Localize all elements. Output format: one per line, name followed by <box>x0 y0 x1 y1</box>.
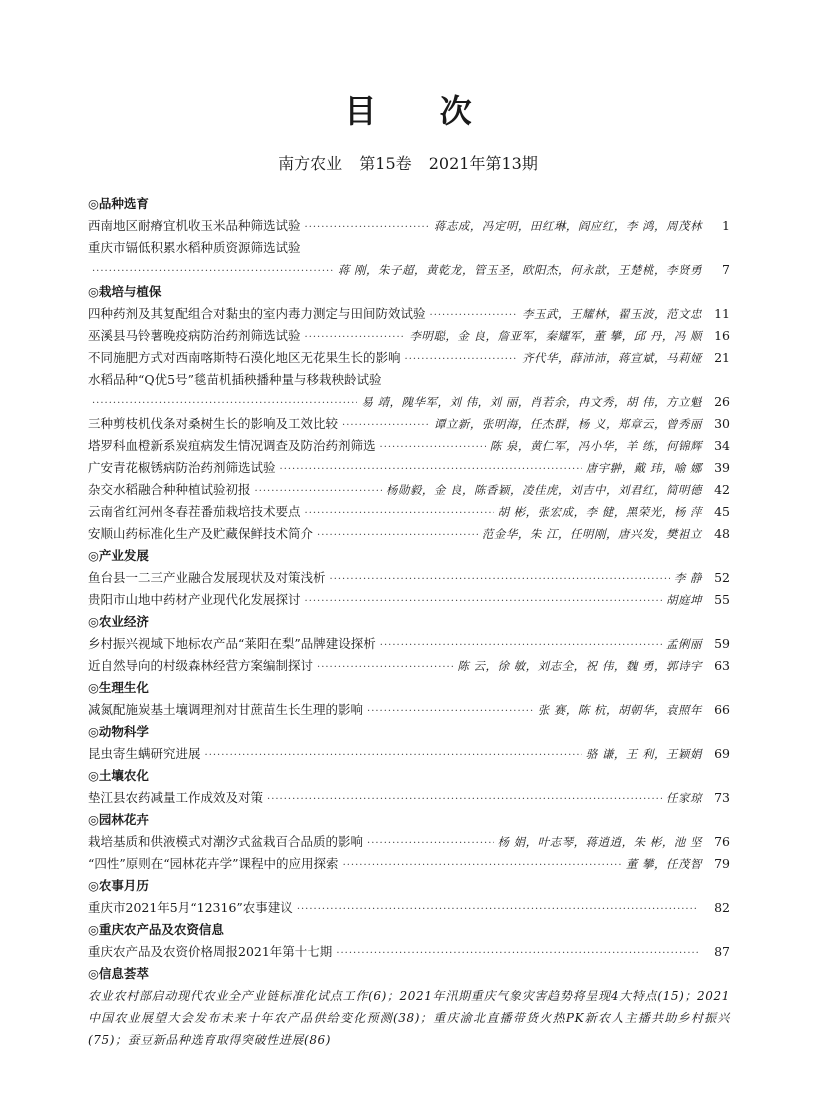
page-number: 26 <box>714 394 730 409</box>
toc-entry[interactable] <box>88 523 730 545</box>
article-title: 杂交水稻融合种种植试验初报 <box>88 482 251 497</box>
section-heading: ◎生理生化 <box>88 680 149 695</box>
section-heading: ◎动物科学 <box>88 724 149 739</box>
toc-entry[interactable] <box>88 391 730 413</box>
dot-leader <box>317 525 478 547</box>
toc-entry[interactable] <box>88 435 730 457</box>
page-number: 34 <box>714 438 730 453</box>
article-title: 塔罗科血橙新系炭疽病发生情况调查及防治药剂筛选 <box>88 438 376 453</box>
toc-entry[interactable] <box>88 567 730 589</box>
page-number: 55 <box>714 592 730 607</box>
article-title: 昆虫寄生螨研究进展 <box>88 746 201 761</box>
toc-entry[interactable] <box>88 259 730 281</box>
dot-leader <box>367 701 534 723</box>
page-title: 目 次 <box>344 92 498 130</box>
toc-entry[interactable] <box>88 215 730 237</box>
page-number: 39 <box>714 460 730 475</box>
toc-entry[interactable] <box>88 633 730 655</box>
article-title: “四性”原则在“园林花卉学”课程中的应用探索 <box>88 856 339 871</box>
page-number: 73 <box>714 790 730 805</box>
article-title: 云南省红河州冬春茬番茄栽培技术要点 <box>88 504 301 519</box>
article-authors: 易 靖，隗华军，刘 伟，刘 丽，肖若余，冉文秀，胡 伟，方立魁 <box>361 395 702 409</box>
article-title[interactable]: 水稻品种“Q优5号”毯苗机插秧播种量与移栽秧龄试验 <box>88 372 382 387</box>
article-title: 不同施肥方式对西南喀斯特石漠化地区无花果生长的影响 <box>88 350 401 365</box>
toc-entry[interactable] <box>88 589 730 611</box>
article-title: 广安青花椒锈病防治药剂筛选试验 <box>88 460 276 475</box>
toc-entry[interactable] <box>88 831 730 853</box>
page-number: 79 <box>714 856 730 871</box>
volume-label: 第15卷 <box>359 154 412 173</box>
article-title: 巫溪县马铃薯晚疫病防治药剂筛选试验 <box>88 328 301 343</box>
section-heading: ◎农业经济 <box>88 614 149 629</box>
article-authors: 胡庭坤 <box>666 593 702 607</box>
dot-leader <box>342 415 430 437</box>
dot-leader <box>380 437 486 459</box>
article-authors: 李玉武，王耀林，翟玉波，范文忠 <box>522 307 702 321</box>
article-authors: 孟俐丽 <box>666 637 702 651</box>
article-title: 重庆农产品及农资价格周报2021年第十七期 <box>88 944 333 959</box>
page-number: 63 <box>714 658 730 673</box>
toc-entry[interactable] <box>88 655 730 677</box>
toc-entry[interactable] <box>88 897 730 919</box>
page-number: 1 <box>722 218 730 233</box>
table-of-contents <box>88 193 730 1051</box>
article-title: 垫江县农药减量工作成效及对策 <box>88 790 264 805</box>
section-heading: ◎重庆农产品及农资信息 <box>88 922 224 937</box>
page-number: 52 <box>714 570 730 585</box>
article-authors: 蒋 刚，朱子超，黄乾龙，管玉圣，欧阳杰，何永歆，王楚桃，李贤勇 <box>337 263 702 277</box>
article-authors: 蒋志成，冯定明，田红琳，阎应红，李 鸿，周茂林 <box>433 219 702 233</box>
section-heading: ◎园林花卉 <box>88 812 149 827</box>
dot-leader <box>343 855 622 877</box>
toc-entry[interactable] <box>88 699 730 721</box>
dot-leader <box>305 217 430 239</box>
article-authors: 杨勋毅，金 良，陈香颖，凌佳虎，刘吉中，刘君红，简明德 <box>385 483 702 497</box>
article-title[interactable]: 重庆市镉低积累水稻种质资源筛选试验 <box>88 240 301 255</box>
article-authors: 骆 谦，王 利，王颖娟 <box>585 747 702 761</box>
dot-leader <box>92 261 334 283</box>
dot-leader <box>267 789 662 811</box>
dot-leader <box>380 635 662 657</box>
article-authors: 胡 彬，张宏成，李 健，黑荣光，杨 萍 <box>497 505 702 519</box>
dot-leader <box>305 503 494 525</box>
article-title: 重庆市2021年5月“12316”农事建议 <box>88 900 293 915</box>
article-title: 近自然导向的村级森林经营方案编制探讨 <box>88 658 314 673</box>
section-heading: ◎农事月历 <box>88 878 149 893</box>
page-number: 48 <box>714 526 730 541</box>
toc-entry[interactable] <box>88 303 730 325</box>
article-authors: 李明聪，金 良，詹亚军，秦耀军，董 攀，邱 丹，冯 顺 <box>409 329 702 343</box>
article-authors: 齐代华，薛沛沛，蒋宣斌，马莉娅 <box>522 351 702 365</box>
toc-entry[interactable] <box>88 479 730 501</box>
page-number: 21 <box>714 350 730 365</box>
dot-leader <box>317 657 453 679</box>
toc-entry[interactable] <box>88 347 730 369</box>
news-digest-text: 农业农村部启动现代农业全产业链标准化试点工作(6)；2021年汛期重庆气象灾害趋势将呈现4大特点(15)；2021中国农业展望大会发布未来十年农产品供给变化预测(38)；重庆渝北直播带货火热PK新农人主播共助乡村振兴(75)；蚕豆新品种选育取得突破性进展(86) <box>88 989 730 1047</box>
article-authors: 陈 云，徐 敏，刘志全，祝 伟，魏 勇，郭诗宇 <box>457 659 702 673</box>
dot-leader <box>255 481 382 503</box>
article-title: 栽培基质和供液模式对潮汐式盆栽百合品质的影响 <box>88 834 364 849</box>
page-number: 76 <box>714 834 730 849</box>
page-number: 66 <box>714 702 730 717</box>
page-number: 45 <box>714 504 730 519</box>
section-heading: ◎品种选育 <box>88 196 149 211</box>
dot-leader <box>92 393 357 415</box>
article-authors: 杨 娟，叶志琴，蒋逍逍，朱 彬，池 坚 <box>497 835 702 849</box>
article-authors: 范金华，朱 江，任明刚，唐兴发，樊祖立 <box>481 527 702 541</box>
article-authors: 任家琼 <box>666 791 702 805</box>
article-title: 西南地区耐瘠宜机收玉米品种筛选试验 <box>88 218 301 233</box>
page-number: 7 <box>722 262 730 277</box>
article-authors: 李 静 <box>673 571 702 585</box>
section-heading: ◎信息荟萃 <box>88 966 149 981</box>
article-title: 三种剪枝机伐条对桑树生长的影响及工效比较 <box>88 416 339 431</box>
article-authors: 谭立新，张明海，任杰群，杨 义，郑章云，曾秀丽 <box>433 417 702 431</box>
dot-leader <box>405 349 518 371</box>
article-title: 乡村振兴视域下地标农产品“莱阳在梨”品牌建设探析 <box>88 636 376 651</box>
article-title: 贵阳市山地中药材产业现代化发展探讨 <box>88 592 301 607</box>
section-heading: ◎栽培与植保 <box>88 284 162 299</box>
article-title: 鱼台县一二三产业融合发展现状及对策浅析 <box>88 570 326 585</box>
journal-name: 南方农业 <box>278 154 343 173</box>
toc-entry[interactable] <box>88 501 730 523</box>
page-number: 59 <box>714 636 730 651</box>
page-number: 16 <box>714 328 730 343</box>
article-title: 减氮配施炭基土壤调理剂对甘蔗苗生长生理的影响 <box>88 702 364 717</box>
page-number: 11 <box>714 306 730 321</box>
dot-leader <box>305 591 662 613</box>
page-number: 87 <box>714 944 730 959</box>
toc-entry[interactable] <box>88 787 730 809</box>
article-authors: 陈 泉，黄仁军，冯小华，羊 练，何锦辉 <box>489 439 702 453</box>
dot-leader <box>336 943 698 965</box>
toc-entry[interactable] <box>88 853 730 875</box>
dot-leader <box>430 305 518 327</box>
journal-issue-line <box>0 151 816 174</box>
toc-entry[interactable] <box>88 413 730 435</box>
dot-leader <box>305 327 406 349</box>
article-authors: 董 攀，任茂智 <box>625 857 702 871</box>
page-number: 69 <box>714 746 730 761</box>
page-number: 30 <box>714 416 730 431</box>
dot-leader <box>330 569 670 591</box>
issue-label: 2021年第13期 <box>428 154 538 173</box>
section-heading: ◎产业发展 <box>88 548 149 563</box>
toc-entry[interactable] <box>88 941 730 963</box>
toc-entry[interactable] <box>88 743 730 765</box>
page-number: 82 <box>714 900 730 915</box>
section-heading: ◎土壤农化 <box>88 768 149 783</box>
dot-leader <box>367 833 494 855</box>
article-authors: 张 赛，陈 杭，胡朝华，袁照年 <box>537 703 702 717</box>
dot-leader <box>205 745 582 767</box>
dot-leader <box>297 899 698 921</box>
article-authors: 唐宇翀，戴 玮，喻 娜 <box>585 461 702 475</box>
article-title: 安顺山药标准化生产及贮藏保鲜技术简介 <box>88 526 314 541</box>
article-title: 四种药剂及其复配组合对黏虫的室内毒力测定与田间防效试验 <box>88 306 426 321</box>
page-number: 42 <box>714 482 730 497</box>
toc-entry[interactable] <box>88 325 730 347</box>
dot-leader <box>280 459 582 481</box>
toc-entry[interactable] <box>88 457 730 479</box>
